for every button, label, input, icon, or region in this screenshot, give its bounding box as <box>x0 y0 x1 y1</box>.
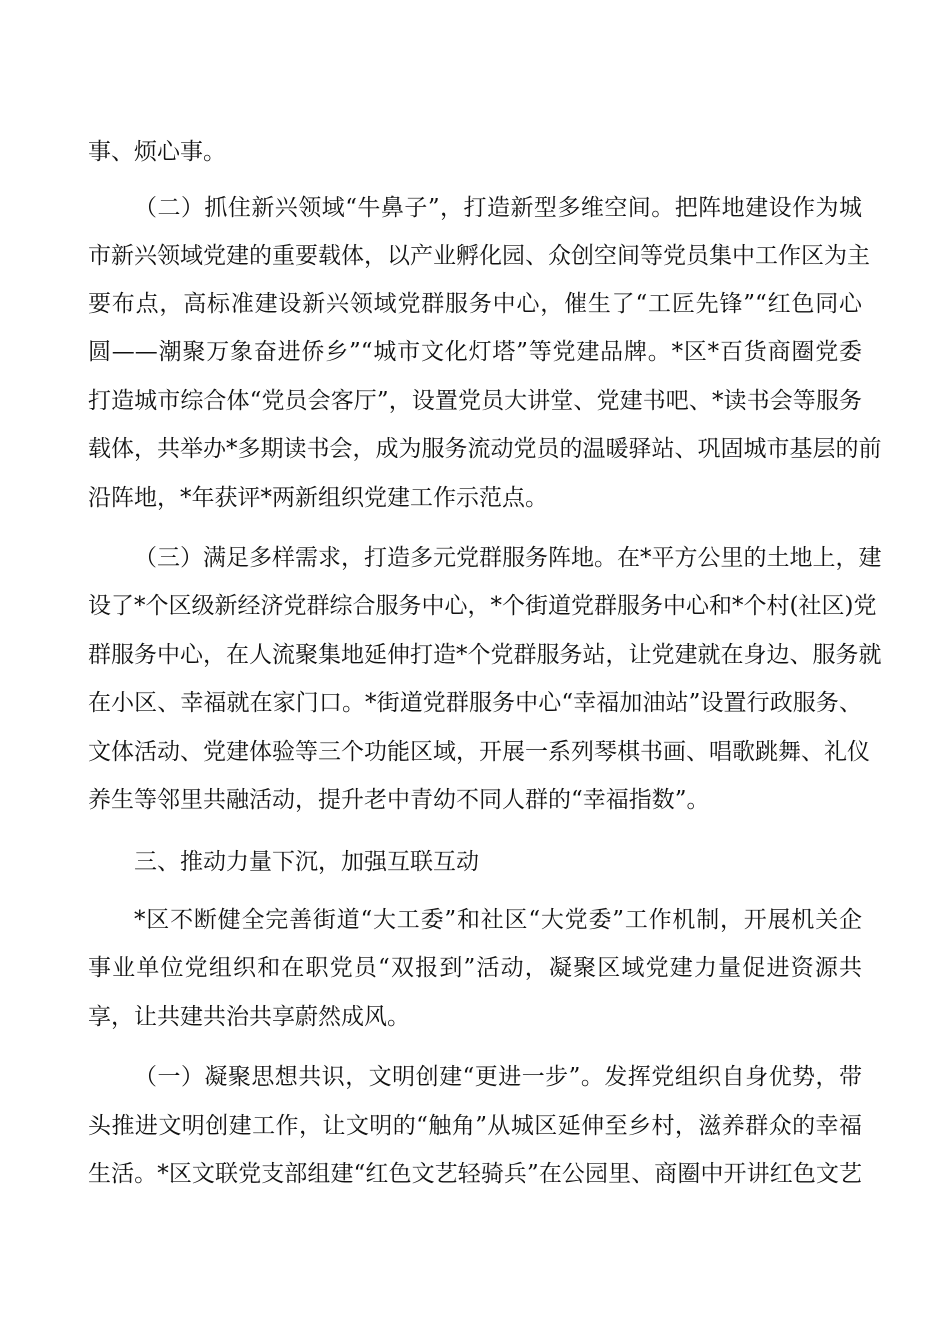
paragraph-line: 头推进文明创建工作，让文明的“触角”从城区延伸至乡村，滋养群众的幸福 <box>88 1113 862 1139</box>
paragraph-line: 养生等邻里共融活动，提升老中青幼不同人群的“幸福指数”。 <box>88 787 710 813</box>
paragraph-line: *区不断健全完善街道“大工委”和社区“大党委”工作机制，开展机关企 <box>134 907 862 933</box>
chapter-heading: 三、推动力量下沉，加强互联互动 <box>134 849 479 875</box>
paragraph-line: 圆——潮聚万象奋进侨乡”“城市文化灯塔”等党建品牌。*区*百货商圈党委 <box>88 339 862 365</box>
paragraph-line: 打造城市综合体“党员会客厅”，设置党员大讲堂、党建书吧、*读书会等服务 <box>88 388 862 414</box>
paragraph-line: 市新兴领域党建的重要载体，以产业孵化园、众创空间等党员集中工作区为主 <box>88 243 870 269</box>
paragraph-line: 载体，共举办*多期读书会，成为服务流动党员的温暖驿站、巩固城市基层的前 <box>88 436 882 462</box>
paragraph-line: 设了*个区级新经济党群综合服务中心，*个街道党群服务中心和*个村(社区)党 <box>88 593 877 619</box>
paragraph-line: 事业单位党组织和在职党员“双报到”活动，凝聚区域党建力量促进资源共 <box>88 955 862 981</box>
paragraph-line: 生活。*区文联党支部组建“红色文艺轻骑兵”在公园里、商圈中开讲红色文艺 <box>88 1161 862 1187</box>
section-heading-line: （二）抓住新兴领域“牛鼻子”，打造新型多维空间。把阵地建设作为城 <box>134 195 862 221</box>
paragraph-line: 事、烦心事。 <box>88 139 226 165</box>
section-heading-line: （一）凝聚思想共识，文明创建“更进一步”。发挥党组织自身优势，带 <box>134 1064 862 1090</box>
paragraph-line: 文体活动、党建体验等三个功能区域，开展一系列琴棋书画、唱歌跳舞、礼仪 <box>88 739 870 765</box>
section-heading-line: （三）满足多样需求，打造多元党群服务阵地。在*平方公里的土地上，建 <box>134 545 882 571</box>
paragraph-line: 享，让共建共治共享蔚然成风。 <box>88 1004 410 1030</box>
paragraph-line: 在小区、幸福就在家门口。*街道党群服务中心“幸福加油站”设置行政服务、 <box>88 690 862 716</box>
paragraph-line: 群服务中心，在人流聚集地延伸打造*个党群服务站，让党建就在身边、服务就 <box>88 642 882 668</box>
paragraph-line: 要布点，高标准建设新兴领域党群服务中心，催生了“工匠先锋”“红色同心 <box>88 291 862 317</box>
paragraph-line: 沿阵地，*年获评*两新组织党建工作示范点。 <box>88 485 548 511</box>
